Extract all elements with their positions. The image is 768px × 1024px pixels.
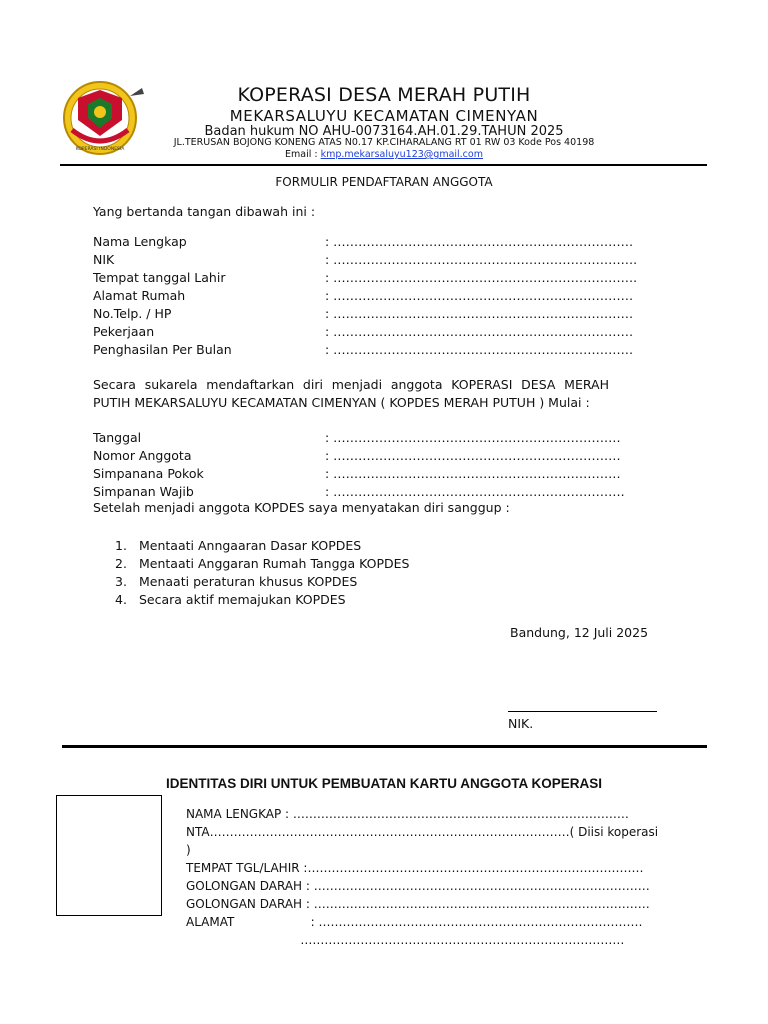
list-text: Secara aktif memajukan KOPDES (139, 592, 346, 607)
list-number: 1. (115, 538, 127, 553)
card-section-title: IDENTITAS DIRI UNTUK PEMBUATAN KARTU ANGGOTA KOPERASI (166, 776, 602, 791)
field-blank[interactable]: : …………………………………………………………… (325, 430, 621, 445)
card-row-alamat[interactable]: ALAMAT : ……………………………………………………………………… (186, 915, 643, 929)
organization-address: JL.TERUSAN BOJONG KONENG ATAS N0.17 KP.CIHARALANG RT 01 RW 03 Kode Pos 40198 (173, 137, 595, 148)
list-number: 4. (115, 592, 127, 607)
card-row-alamat-2[interactable]: ……………………………………………………………………… (186, 933, 625, 947)
signature-line (508, 711, 657, 712)
list-number: 3. (115, 574, 127, 589)
field-label: Tanggal (93, 430, 142, 445)
nik-label: NIK. (508, 716, 534, 731)
card-row-nta[interactable]: NTA………………………………………………………………………………( Diisi koperasi (186, 825, 659, 839)
email-label: Email : (285, 149, 318, 160)
header-divider (60, 164, 707, 166)
place-date: Bandung, 12 Juli 2025 (510, 625, 649, 640)
form-title: FORMULIR PENDAFTARAN ANGGOTA (275, 175, 493, 189)
legal-entity-number: Badan hukum NO AHU-0073164.AH.01.29.TAHUN 2025 (204, 124, 564, 139)
card-row-nama[interactable]: NAMA LENGKAP : ………………………………………………………………………… (186, 807, 629, 821)
field-blank[interactable]: : …………………………………………………………… (325, 448, 621, 463)
organization-subtitle: MEKARSALUYU KECAMATAN CIMENYAN (229, 107, 539, 125)
field-label: Simpanana Pokok (93, 466, 204, 481)
field-blank[interactable]: : ……………………………………………………………… (325, 324, 634, 339)
card-row-golongan-darah-2[interactable]: GOLONGAN DARAH : ………………………………………………………………………… (186, 897, 650, 911)
email-line (140, 149, 628, 160)
field-label: Nomor Anggota (93, 448, 192, 463)
cooperative-logo (58, 78, 148, 160)
card-row-ttl[interactable]: TEMPAT TGL/LAHIR :………………………………………………………………………… (186, 861, 644, 875)
list-text: Mentaati Anngaaran Dasar KOPDES (139, 538, 362, 553)
logo-text: KOPERASI INDONESIA (75, 147, 125, 152)
field-blank[interactable]: : ……………………………………………………………… (325, 288, 634, 303)
field-label: Penghasilan Per Bulan (93, 342, 232, 357)
field-label: No.Telp. / HP (93, 306, 172, 321)
list-text: Mentaati Anggaran Rumah Tangga KOPDES (139, 556, 410, 571)
list-number: 2. (115, 556, 127, 571)
field-blank[interactable]: : ……………………………………………………………… (325, 234, 634, 249)
field-label: Pekerjaan (93, 324, 155, 339)
email-link[interactable]: kmp.mekarsaluyu123@gmail.com (320, 149, 483, 160)
statement-line-1: Secara sukarela mendaftarkan diri menjadi anggota KOPERASI DESA MERAH (93, 377, 609, 392)
card-row-nta-cont: ) (186, 843, 191, 857)
card-row-golongan-darah[interactable]: GOLONGAN DARAH : ………………………………………………………………………… (186, 879, 650, 893)
membership-statement (93, 376, 609, 412)
field-blank[interactable]: : ………………………………………………………………. (325, 270, 638, 285)
field-blank[interactable]: : …………………………………………………………… (325, 466, 621, 481)
field-label: Simpanan Wajib (93, 484, 194, 499)
section-divider (62, 745, 707, 748)
field-label: Alamat Rumah (93, 288, 186, 303)
field-blank[interactable]: : ……………………………………………………………… (325, 342, 634, 357)
statement-line-2: PUTIH MEKARSALUYU KECAMATAN CIMENYAN ( KOPDES MERAH PUTUH ) Mulai : (93, 395, 590, 410)
list-text: Menaati peraturan khusus KOPDES (139, 574, 358, 589)
photo-box[interactable] (56, 795, 162, 916)
field-label: Nama Lengkap (93, 234, 187, 249)
organization-title: KOPERASI DESA MERAH PUTIH (237, 84, 531, 106)
field-blank[interactable]: : ……………………………………………………………. (325, 484, 625, 499)
field-label: Tempat tanggal Lahir (93, 270, 226, 285)
form-intro: Yang bertanda tangan dibawah ini : (93, 204, 316, 219)
field-blank[interactable]: : ……………………………………………………………… (325, 306, 634, 321)
field-label: NIK (93, 252, 115, 267)
field-blank[interactable]: : ………………………………………………………………. (325, 252, 638, 267)
commitment-intro: Setelah menjadi anggota KOPDES saya menyatakan diri sanggup : (93, 500, 510, 515)
